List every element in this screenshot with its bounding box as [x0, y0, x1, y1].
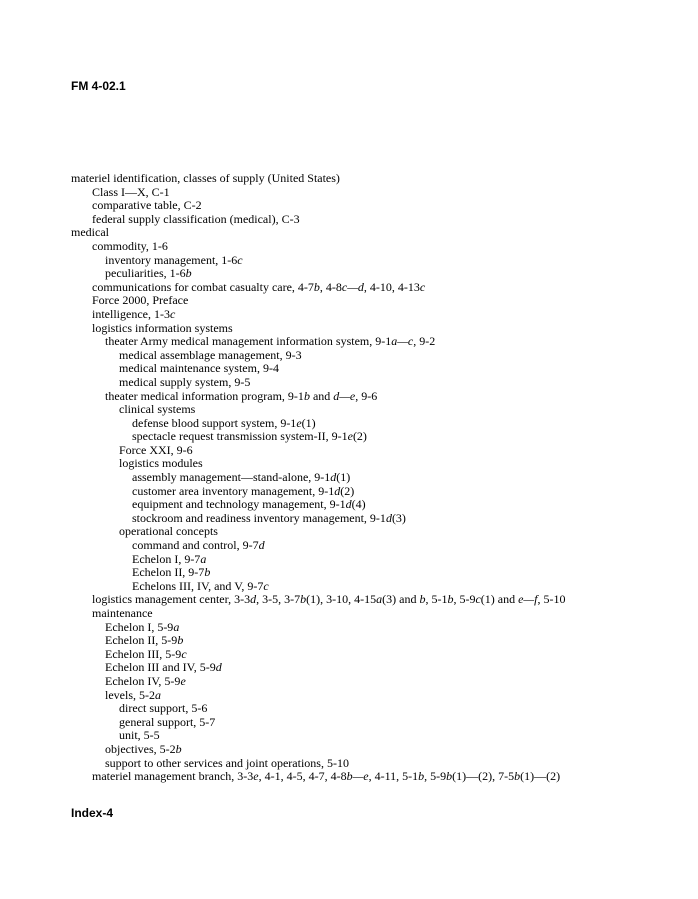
index-entry-italic-ref: d	[330, 470, 337, 485]
index-entry-text: communications for combat casualty care, 4-7	[92, 279, 314, 294]
index-entry-text: peculiarities, 1-6	[105, 266, 186, 281]
index-entry-italic-ref: b	[418, 769, 425, 784]
index-entry-text: , 4-1, 4-5, 4-7, 4-8	[258, 769, 347, 784]
index-entry-text: theater medical information program, 9-1	[105, 388, 304, 403]
index-entry	[71, 376, 681, 390]
index-entry-text: (2)	[340, 483, 355, 498]
index-entry-text: direct support, 5-6	[119, 701, 208, 716]
index-entry-text: unit, 5-5	[119, 728, 160, 743]
index-entry-italic-ref: b—e	[346, 769, 369, 784]
index-entry-text: (3)	[391, 510, 406, 525]
index-entry	[71, 444, 681, 458]
index-entry-italic-ref: c	[237, 252, 243, 267]
index-entry-text: (1)—(2)	[520, 769, 561, 784]
index-entry-text: (3) and	[382, 592, 420, 607]
index-entry-text: inventory management, 1-6	[105, 252, 238, 267]
index-list	[71, 172, 681, 784]
index-entry-text: Force 2000, Preface	[92, 293, 189, 308]
index-entry-text: objectives, 5-2	[105, 741, 176, 756]
index-entry-text: (1)	[336, 470, 351, 485]
index-entry	[71, 471, 681, 485]
index-entry	[71, 485, 681, 499]
index-entry-italic-ref: b	[185, 266, 192, 281]
index-entry	[71, 498, 681, 512]
index-entry	[71, 281, 681, 295]
index-entry-text: logistics management center, 3-3	[92, 592, 251, 607]
index-entry-text: general support, 5-7	[119, 714, 216, 729]
index-entry	[71, 430, 681, 444]
index-entry	[71, 743, 681, 757]
index-entry-italic-ref: b	[175, 741, 182, 756]
index-entry-text: assembly management—stand-alone, 9-1	[132, 470, 331, 485]
index-entry-text: (1) and	[480, 592, 519, 607]
index-entry-italic-ref: b	[419, 592, 426, 607]
index-entry-text: (2)	[352, 429, 367, 444]
index-entry-text: logistics modules	[119, 456, 203, 471]
index-entry	[71, 199, 681, 213]
index-entry-text: and	[309, 388, 334, 403]
index-entry	[71, 349, 681, 363]
index-entry	[71, 362, 681, 376]
index-entry-text: Echelon III, 5-9	[105, 646, 182, 661]
index-entry-text: comparative table, C-2	[92, 198, 202, 213]
index-entry	[71, 226, 681, 240]
index-entry	[71, 254, 681, 268]
index-entry	[71, 770, 681, 784]
index-entry-italic-ref: c	[181, 646, 187, 661]
index-entry-italic-ref: c—d	[341, 279, 364, 294]
index-entry	[71, 294, 681, 308]
index-entry	[71, 648, 681, 662]
index-entry-text: Echelon I, 9-7	[132, 551, 201, 566]
index-entry	[71, 593, 681, 607]
index-entry-italic-ref: a	[173, 619, 180, 634]
index-entry	[71, 240, 681, 254]
index-entry-text: (1)—(2), 7-5	[452, 769, 515, 784]
index-entry-text: equipment and technology management, 9-1	[132, 497, 346, 512]
index-entry-text: Echelon II, 5-9	[105, 633, 178, 648]
index-entry	[71, 757, 681, 771]
index-entry-italic-ref: a—c	[391, 334, 414, 349]
index-entry-text: materiel identification, classes of supply (United States)	[71, 171, 340, 185]
page-label: Index-4	[71, 806, 114, 820]
index-entry-text: commodity, 1-6	[92, 238, 168, 253]
index-entry-text: Echelon II, 9-7	[132, 565, 205, 580]
index-entry-italic-ref: b	[447, 592, 454, 607]
index-entry	[71, 689, 681, 703]
index-entry-text: , 9-6	[355, 388, 378, 403]
index-entry	[71, 553, 681, 567]
index-entry-italic-ref: d	[250, 592, 257, 607]
index-entry-italic-ref: c	[475, 592, 481, 607]
index-entry-italic-ref: b	[177, 633, 184, 648]
index-entry-text: operational concepts	[119, 524, 218, 539]
index-entry-italic-ref: d	[215, 660, 222, 675]
index-entry-italic-ref: e	[180, 673, 186, 688]
index-entry	[71, 390, 681, 404]
index-entry-italic-ref: d	[345, 497, 352, 512]
index-entry-text: Echelon III and IV, 5-9	[105, 660, 216, 675]
index-entry	[71, 607, 681, 621]
index-entry-text: , 5-1	[425, 592, 448, 607]
index-entry-text: , 4-11, 5-1	[368, 769, 419, 784]
index-entry	[71, 172, 681, 186]
index-entry-text: medical assemblage management, 9-3	[119, 347, 302, 362]
index-entry-text: spectacle request transmission system-II, 9-1	[132, 429, 348, 444]
index-entry	[71, 457, 681, 471]
index-entry	[71, 675, 681, 689]
index-entry-text: , 4-8	[319, 279, 342, 294]
index-entry-text: stockroom and readiness inventory management, 9-1	[132, 510, 386, 525]
index-entry-italic-ref: d	[385, 510, 392, 525]
index-entry-italic-ref: e	[253, 769, 259, 784]
index-entry-text: command and control, 9-7	[132, 538, 259, 553]
index-entry	[71, 417, 681, 431]
index-entry	[71, 213, 681, 227]
index-entry-italic-ref: c	[169, 306, 176, 321]
index-entry-text: federal supply classification (medical), C-3	[92, 211, 300, 226]
index-entry-italic-ref: a	[200, 551, 207, 566]
index-entry	[71, 512, 681, 526]
index-entry	[71, 729, 681, 743]
index-entry-text: support to other services and joint operations, 5-10	[105, 755, 349, 770]
running-head: FM 4-02.1	[71, 79, 126, 93]
index-entry-italic-ref: d	[334, 483, 341, 498]
index-entry-text: clinical systems	[119, 402, 196, 417]
index-entry-text: Class I—X, C-1	[92, 184, 170, 199]
index-entry-text: (1)	[301, 415, 316, 430]
index-entry-text: , 4-10, 4-13	[363, 279, 420, 294]
index-entry	[71, 621, 681, 635]
index-entry	[71, 566, 681, 580]
index-entry-italic-ref: c	[419, 279, 426, 294]
index-entry-text: (1), 3-10, 4-15	[306, 592, 377, 607]
index-entry-text: customer area inventory management, 9-1	[132, 483, 335, 498]
index-entry-text: , 5-10	[537, 592, 566, 607]
index-entry-text: Force XXI, 9-6	[119, 442, 193, 457]
index-entry-italic-ref: c	[263, 578, 269, 593]
index-entry	[71, 716, 681, 730]
index-entry	[71, 702, 681, 716]
index-entry-text: medical	[71, 225, 109, 240]
index-entry	[71, 539, 681, 553]
index-entry-text: , 5-9	[453, 592, 476, 607]
index-entry-italic-ref: e	[296, 415, 302, 430]
index-entry-italic-ref: b	[313, 279, 320, 294]
index-entry-text: logistics information systems	[92, 320, 233, 335]
index-entry-italic-ref: b	[204, 565, 211, 580]
index-entry	[71, 661, 681, 675]
index-entry	[71, 267, 681, 281]
index-entry-text: medical maintenance system, 9-4	[119, 361, 279, 376]
index-entry	[71, 322, 681, 336]
index-entry-text: , 5-9	[424, 769, 447, 784]
index-entry-text: materiel management branch, 3-3	[92, 769, 254, 784]
index-entry	[71, 186, 681, 200]
index-entry-italic-ref: b	[514, 769, 521, 784]
index-entry-text: maintenance	[92, 606, 153, 620]
index-entry	[71, 403, 681, 417]
index-entry-text: Echelon I, 5-9	[105, 619, 174, 634]
index-entry-text: Echelon IV, 5-9	[105, 673, 181, 688]
index-entry-italic-ref: b	[303, 388, 310, 403]
index-entry-text: intelligence, 1-3	[92, 306, 170, 321]
index-entry-text: , 3-5, 3-7	[256, 592, 301, 607]
index-entry-italic-ref: d—e	[333, 388, 356, 403]
index-entry-italic-ref: d	[258, 538, 265, 553]
index-entry	[71, 308, 681, 322]
index-entry	[71, 335, 681, 349]
index-entry-italic-ref: b	[300, 592, 307, 607]
index-entry-italic-ref: a	[155, 687, 161, 702]
index-entry-text: , 9-2	[413, 334, 436, 349]
index-entry-text: levels, 5-2	[105, 687, 155, 702]
index-entry-text: (4)	[351, 497, 366, 512]
index-entry	[71, 525, 681, 539]
index-entry	[71, 580, 681, 594]
index-entry-text: medical supply system, 9-5	[119, 374, 251, 389]
index-entry-text: defense blood support system, 9-1	[132, 415, 297, 430]
index-entry-italic-ref: e—f	[518, 592, 538, 607]
index-entry	[71, 634, 681, 648]
index-entry-italic-ref: b	[446, 769, 453, 784]
index-entry-italic-ref: e	[347, 429, 353, 444]
index-entry-text: Echelons III, IV, and V, 9-7	[132, 578, 264, 593]
index-entry-text: theater Army medical management information system, 9-1	[105, 334, 392, 349]
index-entry-italic-ref: a	[376, 592, 383, 607]
